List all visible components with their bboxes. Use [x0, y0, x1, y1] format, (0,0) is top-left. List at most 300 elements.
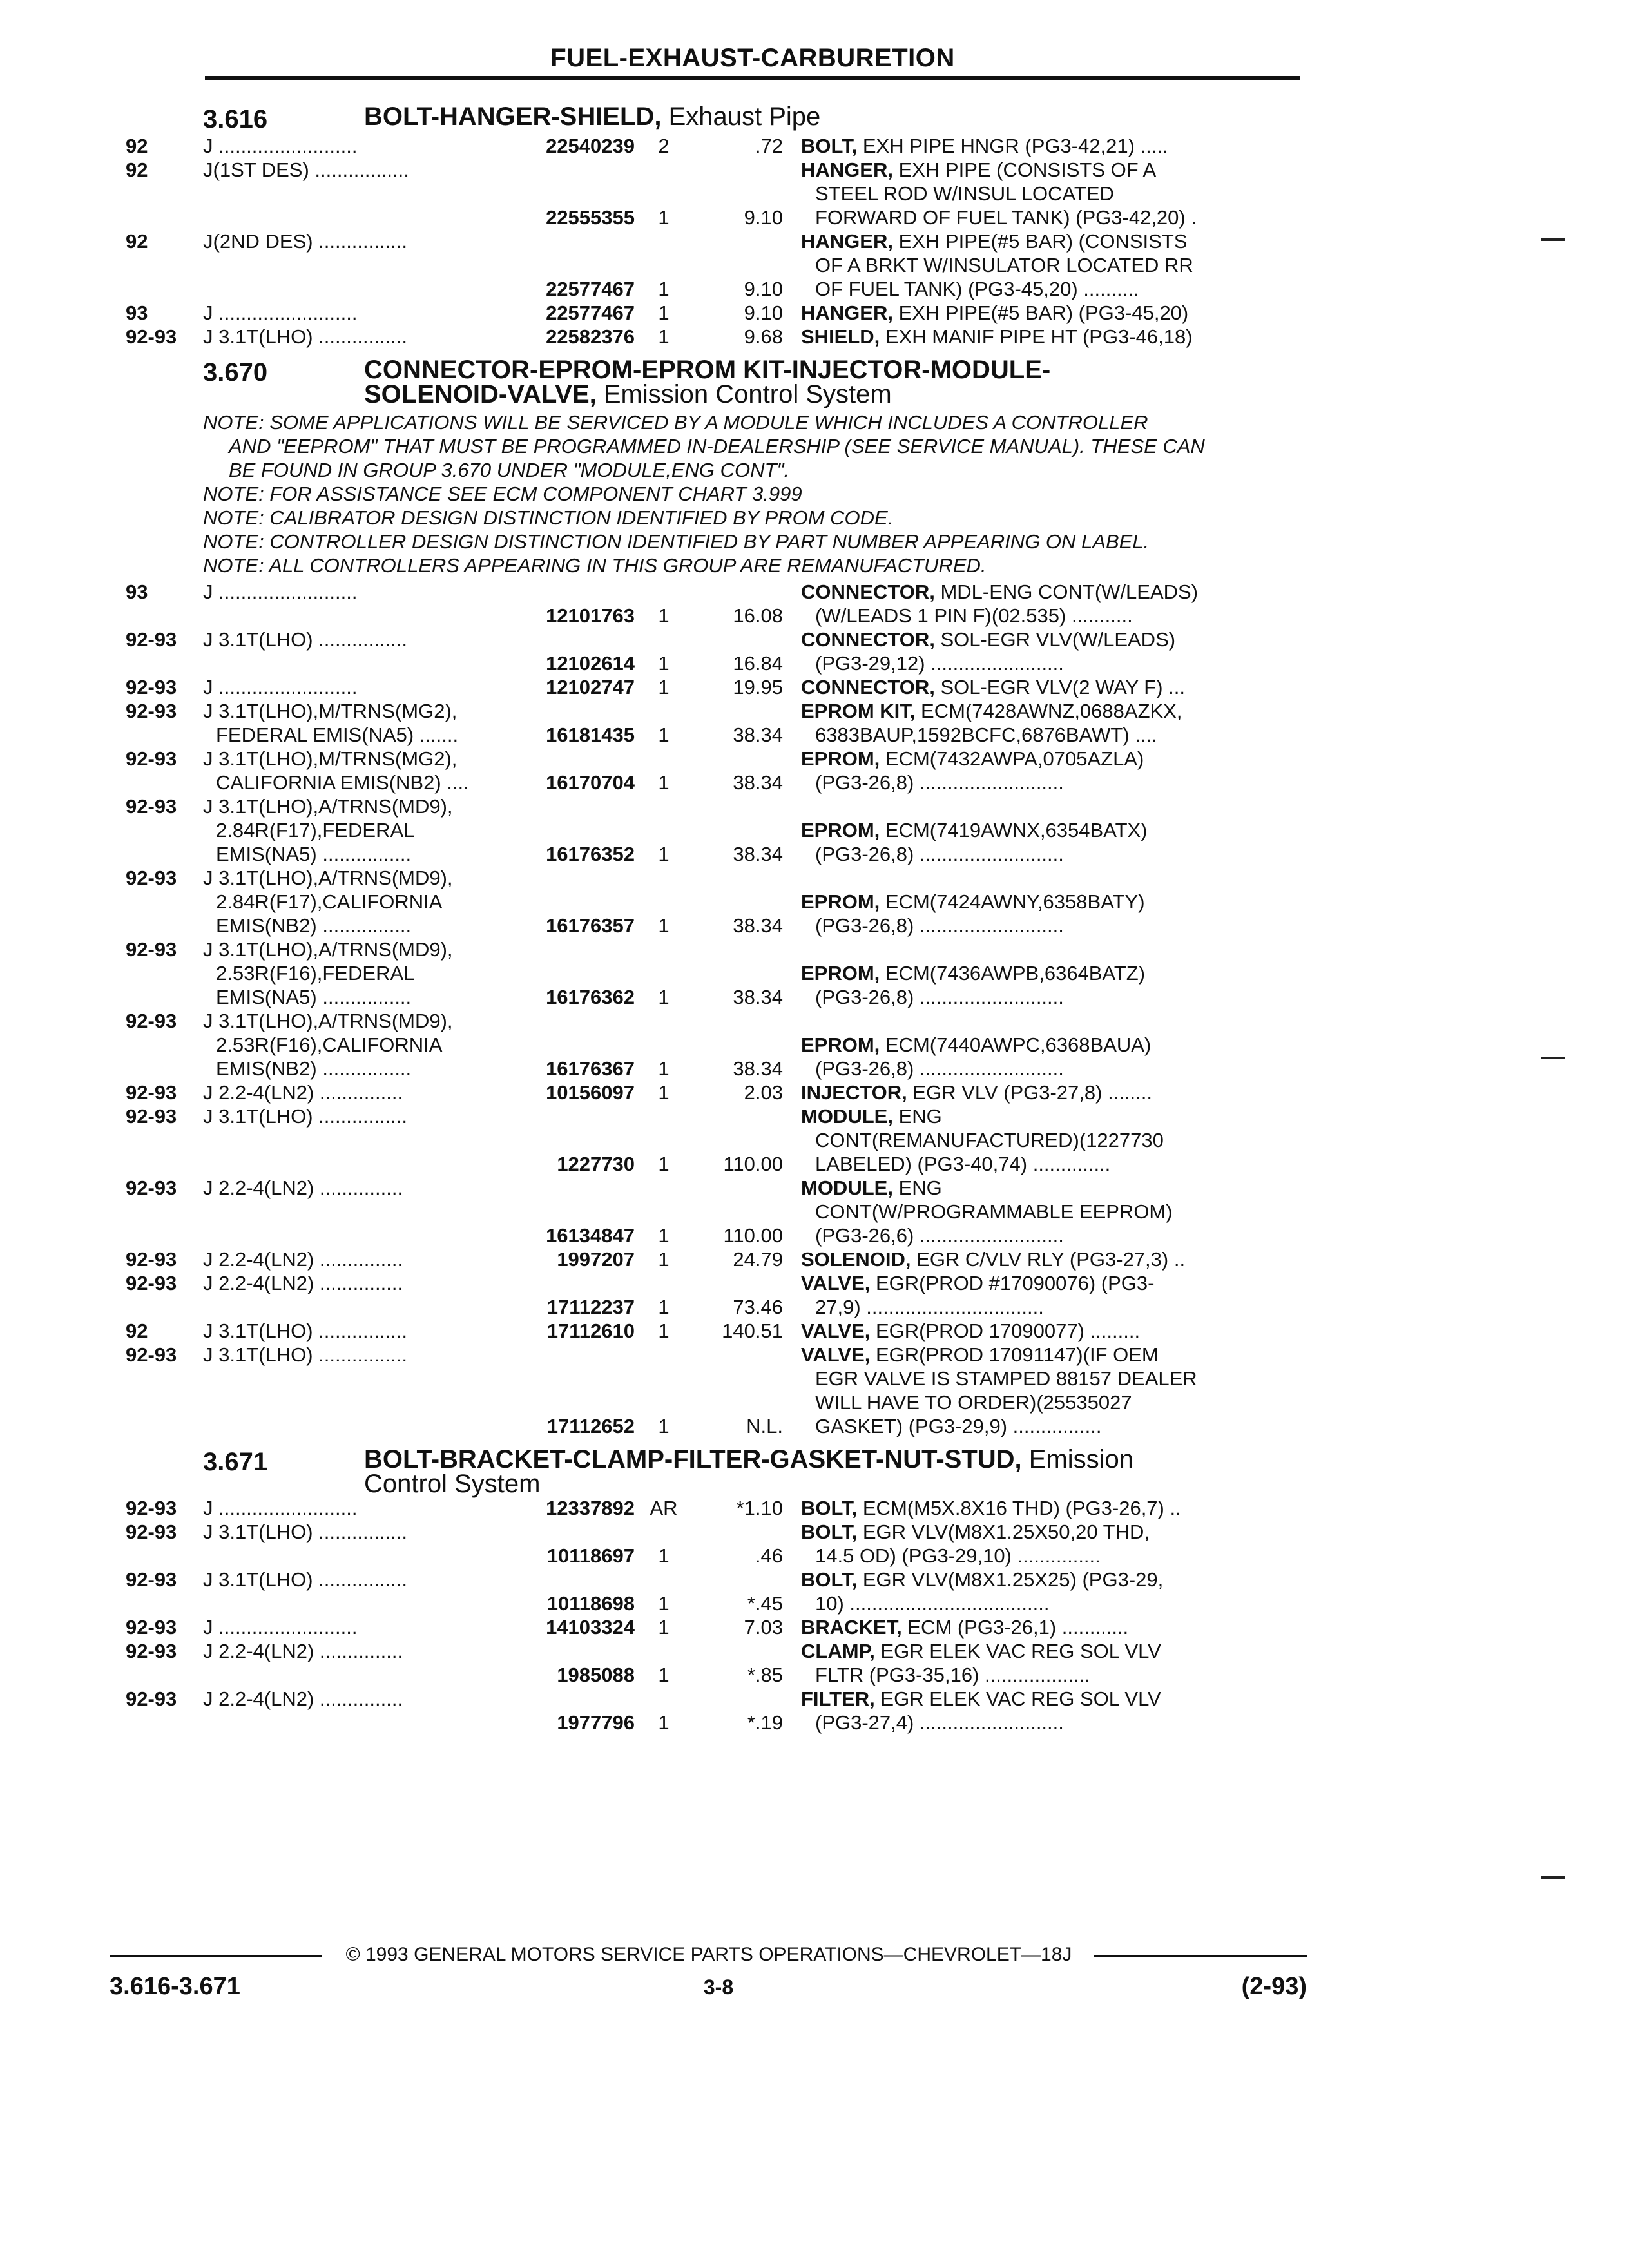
application-line: J ......................... [203, 581, 358, 603]
model-year: 92-93 [126, 1497, 177, 1519]
description-line: (PG3-29,12) ........................ [815, 652, 1064, 675]
application-line: J 3.1T(LHO),M/TRNS(MG2), [203, 700, 458, 722]
description-line [801, 158, 1305, 182]
part-number: 16170704 [546, 771, 635, 794]
description-line [801, 818, 1305, 842]
application [203, 229, 512, 301]
model-year: 92 [126, 159, 148, 181]
description-line: FLTR (PG3-35,16) ................... [815, 1664, 1090, 1686]
description-line [801, 1687, 1305, 1711]
description-text: EGR ELEK VAC REG SOL VLV [880, 1687, 1161, 1710]
part-row [126, 325, 1305, 349]
description-line [801, 580, 1305, 604]
description [801, 1520, 1305, 1568]
description-line: OF FUEL TANK) (PG3-45,20) .......... [815, 278, 1139, 300]
description-line: (PG3-26,6) .......................... [815, 1224, 1064, 1247]
price: 9.68 [744, 325, 783, 348]
part-number: 16176352 [546, 843, 635, 865]
application-line: J 3.1T(LHO) ................ [203, 325, 407, 348]
description [801, 818, 1305, 866]
description [801, 1271, 1305, 1319]
description-line: CONT(REMANUFACTURED)(1227730 [815, 1129, 1164, 1151]
part-number: 22577467 [546, 278, 635, 300]
section-title-line [364, 358, 1305, 382]
description [801, 699, 1305, 747]
application-line: J ......................... [203, 135, 358, 157]
part-row [126, 1687, 1305, 1735]
description-text: EGR(PROD 17091147)(IF OEM [876, 1343, 1159, 1366]
quantity: 1 [658, 1248, 670, 1271]
description-name: EPROM, [801, 890, 880, 913]
part-row [126, 1104, 1305, 1176]
description-line [801, 1271, 1305, 1295]
application-line: J 2.2-4(LN2) ............... [203, 1687, 403, 1710]
description-text: ECM(7436AWPB,6364BATZ) [885, 962, 1146, 985]
description-name: BOLT, [801, 1497, 858, 1519]
description-text: ENG [898, 1105, 942, 1128]
application [203, 794, 512, 866]
section-title-line [364, 1472, 1305, 1496]
quantity: 1 [658, 1711, 670, 1734]
description [801, 675, 1305, 699]
description-line [801, 1343, 1305, 1367]
application-line: J 3.1T(LHO),A/TRNS(MD9), [203, 795, 453, 818]
description-line: 27,9) ................................ [815, 1296, 1044, 1318]
quantity: 1 [658, 652, 670, 675]
part-number: 12337892 [546, 1497, 635, 1519]
description-line: OF A BRKT W/INSULATOR LOCATED RR [815, 254, 1193, 276]
description-line: GASKET) (PG3-29,9) ................ [815, 1415, 1102, 1437]
section-title-rest: Exhaust Pipe [661, 102, 821, 131]
description-line [801, 890, 1305, 914]
section-title-line [364, 382, 1305, 407]
description-line [801, 229, 1305, 253]
quantity: 1 [658, 676, 670, 698]
description-name: EPROM, [801, 1033, 880, 1056]
application-line: J 3.1T(LHO),M/TRNS(MG2), [203, 747, 458, 770]
part-number: 16176362 [546, 986, 635, 1008]
description-name: CLAMP, [801, 1640, 875, 1662]
part-row [126, 1639, 1305, 1687]
application-line: 2.53R(F16),FEDERAL [216, 962, 415, 985]
quantity: AR [650, 1497, 678, 1519]
description-line: (PG3-26,8) .......................... [815, 986, 1064, 1008]
description-name: CONNECTOR, [801, 628, 935, 651]
model-year: 92-93 [126, 1616, 177, 1639]
section-title-bold: SOLENOID-VALVE, [364, 380, 597, 408]
description-text: EGR ELEK VAC REG SOL VLV [880, 1640, 1161, 1662]
description-name: MODULE, [801, 1105, 893, 1128]
application [203, 747, 512, 794]
application-line: J 2.2-4(LN2) ............... [203, 1248, 403, 1271]
section-number: 3.616 [203, 105, 268, 133]
model-year: 92-93 [126, 628, 177, 651]
part-row [126, 134, 1305, 158]
part-row [126, 229, 1305, 301]
part-number: 1985088 [557, 1664, 635, 1686]
description-name: VALVE, [801, 1272, 871, 1294]
part-row [126, 1615, 1305, 1639]
quantity: 1 [658, 986, 670, 1008]
application [203, 1496, 512, 1520]
description-name: EPROM KIT, [801, 700, 916, 722]
description-name: HANGER, [801, 302, 893, 324]
model-year: 92-93 [126, 938, 177, 961]
part-number: 12101763 [546, 604, 635, 627]
description-line: EGR VALVE IS STAMPED 88157 DEALER [815, 1367, 1197, 1390]
part-row [126, 1520, 1305, 1568]
description-line [801, 1568, 1305, 1591]
model-year: 92-93 [126, 676, 177, 698]
header-rule [205, 76, 1300, 80]
model-year: 93 [126, 302, 148, 324]
part-row [126, 580, 1305, 628]
description-name: BOLT, [801, 1521, 858, 1543]
part-row [126, 747, 1305, 794]
description-line: FORWARD OF FUEL TANK) (PG3-42,20) . [815, 206, 1197, 229]
quantity: 1 [658, 1296, 670, 1318]
price: 9.10 [744, 302, 783, 324]
model-year: 92-93 [126, 795, 177, 818]
description [801, 1081, 1305, 1104]
application-line: J ......................... [203, 1497, 358, 1519]
part-number: 12102614 [546, 652, 635, 675]
part-number: 22555355 [546, 206, 635, 229]
description-line [801, 134, 1305, 158]
description [801, 1568, 1305, 1615]
application-line: J 2.2-4(LN2) ............... [203, 1272, 403, 1294]
application [203, 1687, 512, 1735]
description [801, 961, 1305, 1009]
description-text: ECM (PG3-26,1) ............ [907, 1616, 1129, 1639]
application [203, 325, 512, 349]
part-number: 22577467 [546, 302, 635, 324]
description-name: VALVE, [801, 1320, 871, 1342]
application-line: J 3.1T(LHO) ................ [203, 1105, 407, 1128]
application [203, 134, 512, 158]
description-line [801, 747, 1305, 771]
description [801, 747, 1305, 794]
quantity: 1 [658, 1664, 670, 1686]
quantity: 1 [658, 914, 670, 937]
section-title [364, 104, 1305, 134]
section-title-rest: Emission [1021, 1445, 1134, 1474]
part-number: 22540239 [546, 135, 635, 157]
section-number: 3.671 [203, 1448, 268, 1476]
price: 73.46 [733, 1296, 783, 1318]
description-name: SHIELD, [801, 325, 880, 348]
quantity: 1 [658, 604, 670, 627]
description-line [801, 301, 1305, 325]
description [801, 1033, 1305, 1081]
part-row [126, 1319, 1305, 1343]
description-text: EGR VLV(M8X1.25X50,20 THD, [862, 1521, 1150, 1543]
description-line [801, 1319, 1305, 1343]
price: 9.10 [744, 206, 783, 229]
part-row [126, 1081, 1305, 1104]
model-year: 92-93 [126, 747, 177, 770]
description [801, 1687, 1305, 1735]
description-line [801, 961, 1305, 985]
description [801, 1176, 1305, 1247]
section-title [364, 358, 1305, 407]
description-line [801, 1176, 1305, 1200]
price: N.L. [746, 1415, 783, 1437]
model-year: 92-93 [126, 1248, 177, 1271]
description-line [801, 1615, 1305, 1639]
note-line: AND "EEPROM" THAT MUST BE PROGRAMMED IN-DEALERSHIP (SEE SERVICE MANUAL). THESE CAN [229, 435, 1205, 457]
quantity: 1 [658, 278, 670, 300]
description-text: ECM(7440AWPC,6368BAUA) [885, 1033, 1152, 1056]
price: 16.08 [733, 604, 783, 627]
note-line: NOTE: CALIBRATOR DESIGN DISTINCTION IDENTIFIED BY PROM CODE. [203, 506, 894, 529]
section-title-rest: Emission Control System [596, 380, 892, 408]
part-number: 10118698 [546, 1592, 635, 1615]
quantity: 1 [658, 724, 670, 746]
application-line: CALIFORNIA EMIS(NB2) .... [216, 771, 469, 794]
price: .72 [755, 135, 783, 157]
description [801, 580, 1305, 628]
part-row [126, 628, 1305, 675]
model-year: 92-93 [126, 1272, 177, 1294]
part-row [126, 1343, 1305, 1438]
description-name: INJECTOR, [801, 1081, 907, 1104]
footer-section-range: 3.616-3.671 [110, 1973, 240, 2000]
description-line [801, 1081, 1305, 1104]
part-row [126, 1009, 1305, 1081]
parts-catalog-content [126, 95, 1305, 1735]
description-text: ECM(7419AWNX,6354BATX) [885, 819, 1148, 841]
part-row [126, 1176, 1305, 1247]
part-number: 10156097 [546, 1081, 635, 1104]
description-line [801, 1520, 1305, 1544]
description-line [801, 628, 1305, 651]
quantity: 1 [658, 1081, 670, 1104]
application-line: J 2.2-4(LN2) ............... [203, 1177, 403, 1199]
part-row [126, 1247, 1305, 1271]
application-line: 2.53R(F16),CALIFORNIA [216, 1033, 443, 1056]
part-number: 17112610 [546, 1320, 635, 1342]
part-number: 17112652 [546, 1415, 635, 1437]
part-number: 16176367 [546, 1057, 635, 1080]
part-number: 1977796 [557, 1711, 635, 1734]
price: 19.95 [733, 676, 783, 698]
description [801, 325, 1305, 349]
section-notes [126, 410, 1305, 577]
footer-copyright: © 1993 GENERAL MOTORS SERVICE PARTS OPERATIONS—CHEVROLET—18J [345, 1944, 1072, 1965]
application-line: EMIS(NA5) ................ [216, 986, 412, 1008]
section-header [126, 1447, 1305, 1496]
application [203, 1568, 512, 1615]
price: *.45 [747, 1592, 783, 1615]
description-name: FILTER, [801, 1687, 875, 1710]
application [203, 1176, 512, 1247]
application-line: EMIS(NB2) ................ [216, 1057, 412, 1080]
description-text: ENG [898, 1177, 942, 1199]
margin-mark [1541, 238, 1565, 241]
quantity: 1 [658, 206, 670, 229]
description-text: ECM(7428AWNZ,0688AZKX, [921, 700, 1182, 722]
application [203, 675, 512, 699]
description-line: (PG3-26,8) .......................... [815, 771, 1064, 794]
application [203, 1081, 512, 1104]
description-text: EGR(PROD 17090077) ......... [876, 1320, 1141, 1342]
footer-date: (2-93) [1241, 1973, 1307, 2000]
description-name: CONNECTOR, [801, 581, 935, 603]
price: .46 [755, 1544, 783, 1567]
application-line: EMIS(NA5) ................ [216, 843, 412, 865]
application-line: J 3.1T(LHO),A/TRNS(MD9), [203, 1010, 453, 1032]
description-line: WILL HAVE TO ORDER)(25535027 [815, 1391, 1132, 1414]
quantity: 1 [658, 843, 670, 865]
application-line: J 2.2-4(LN2) ............... [203, 1081, 403, 1104]
application [203, 699, 512, 747]
application [203, 158, 512, 229]
description-text: EGR VLV(M8X1.25X25) (PG3-29, [862, 1568, 1164, 1591]
description-line: CONT(W/PROGRAMMABLE EEPROM) [815, 1200, 1173, 1223]
price: 2.03 [744, 1081, 783, 1104]
model-year: 92-93 [126, 1343, 177, 1366]
model-year: 92 [126, 230, 148, 253]
application [203, 1343, 512, 1438]
section-header [126, 104, 1305, 134]
application-line: J 3.1T(LHO),A/TRNS(MD9), [203, 938, 453, 961]
description [801, 301, 1305, 325]
price: 38.34 [733, 771, 783, 794]
footer-rule-left [110, 1955, 322, 1957]
quantity: 1 [658, 302, 670, 324]
application-line: J ......................... [203, 302, 358, 324]
description-name: BOLT, [801, 135, 858, 157]
part-number: 1227730 [557, 1153, 635, 1175]
application-line: J 3.1T(LHO) ................ [203, 1343, 407, 1366]
description-line: STEEL ROD W/INSUL LOCATED [815, 182, 1114, 205]
description [801, 1639, 1305, 1687]
description-line: LABELED) (PG3-40,74) .............. [815, 1153, 1111, 1175]
part-row [126, 1271, 1305, 1319]
application-line: J 3.1T(LHO) ................ [203, 1568, 407, 1591]
price: *1.10 [736, 1497, 783, 1519]
description-name: HANGER, [801, 230, 893, 253]
application [203, 628, 512, 675]
description-text: MDL-ENG CONT(W/LEADS) [940, 581, 1199, 603]
model-year: 92-93 [126, 1521, 177, 1543]
part-number: 14103324 [546, 1616, 635, 1639]
description-line [801, 1639, 1305, 1663]
description-name: BRACKET, [801, 1616, 902, 1639]
description-line: 6383BAUP,1592BCFC,6876BAWT) .... [815, 724, 1157, 746]
note-line: NOTE: ALL CONTROLLERS APPEARING IN THIS GROUP ARE REMANUFACTURED. [203, 554, 987, 577]
description-text: EXH PIPE (CONSISTS OF A [898, 159, 1157, 181]
price: 38.34 [733, 914, 783, 937]
description [801, 890, 1305, 937]
price: 110.00 [723, 1224, 783, 1247]
description-text: EGR VLV (PG3-27,8) ........ [912, 1081, 1152, 1104]
model-year: 92-93 [126, 1640, 177, 1662]
application-line: 2.84R(F17),FEDERAL [216, 819, 415, 841]
description-line: (PG3-26,8) .......................... [815, 1057, 1064, 1080]
price: 110.00 [723, 1153, 783, 1175]
description-text: ECM(M5X.8X16 THD) (PG3-26,7) .. [862, 1497, 1181, 1519]
part-row [126, 158, 1305, 229]
application-line: FEDERAL EMIS(NA5) ....... [216, 724, 459, 746]
part-number: 16181435 [546, 724, 635, 746]
application [203, 1615, 512, 1639]
model-year: 92-93 [126, 1105, 177, 1128]
part-number: 1997207 [557, 1248, 635, 1271]
price: 140.51 [722, 1320, 783, 1342]
price: 16.84 [733, 652, 783, 675]
application-line: J 3.1T(LHO),A/TRNS(MD9), [203, 867, 453, 889]
description-text: SOL-EGR VLV(W/LEADS) [940, 628, 1176, 651]
model-year: 93 [126, 581, 148, 603]
part-row [126, 1496, 1305, 1520]
part-row [126, 675, 1305, 699]
description-line [801, 1033, 1305, 1057]
description-line: (PG3-26,8) .......................... [815, 843, 1064, 865]
part-row [126, 1568, 1305, 1615]
description [801, 1496, 1305, 1520]
description-text: SOL-EGR VLV(2 WAY F) ... [940, 676, 1185, 698]
quantity: 1 [658, 1153, 670, 1175]
description-text: EXH PIPE(#5 BAR) (CONSISTS [898, 230, 1188, 253]
part-row [126, 937, 1305, 1009]
model-year: 92-93 [126, 867, 177, 889]
application-line: J(2ND DES) ................ [203, 230, 407, 253]
quantity: 1 [658, 771, 670, 794]
application [203, 937, 512, 1009]
model-year: 92-93 [126, 1687, 177, 1710]
application-line: J 3.1T(LHO) ................ [203, 1320, 407, 1342]
application-line: J 3.1T(LHO) ................ [203, 628, 407, 651]
description-name: MODULE, [801, 1177, 893, 1199]
price: 38.34 [733, 986, 783, 1008]
description [801, 1615, 1305, 1639]
price: *.85 [747, 1664, 783, 1686]
description-text: EXH PIPE HNGR (PG3-42,21) ..... [862, 135, 1168, 157]
model-year: 92 [126, 135, 148, 157]
quantity: 1 [658, 1592, 670, 1615]
description [801, 1247, 1305, 1271]
description-line [801, 325, 1305, 349]
model-year: 92-93 [126, 325, 177, 348]
description [801, 134, 1305, 158]
description-line: 10) .................................... [815, 1592, 1050, 1615]
quantity: 1 [658, 1320, 670, 1342]
price: 24.79 [733, 1248, 783, 1271]
part-number: 22582376 [546, 325, 635, 348]
model-year: 92-93 [126, 1010, 177, 1032]
section-title [364, 1447, 1305, 1496]
application-line: J ......................... [203, 676, 358, 698]
application-line: J 2.2-4(LN2) ............... [203, 1640, 403, 1662]
note-line: NOTE: SOME APPLICATIONS WILL BE SERVICED BY A MODULE WHICH INCLUDES A CONTROLLER [203, 411, 1148, 434]
application-line: 2.84R(F17),CALIFORNIA [216, 890, 443, 913]
section-header [126, 358, 1305, 407]
application [203, 1104, 512, 1176]
margin-mark [1541, 1876, 1565, 1879]
quantity: 1 [658, 1616, 670, 1639]
quantity: 1 [658, 1415, 670, 1437]
description-line: (W/LEADS 1 PIN F)(02.535) ........... [815, 604, 1133, 627]
application [203, 1319, 512, 1343]
description-name: SOLENOID, [801, 1248, 911, 1271]
description-line: 14.5 OD) (PG3-29,10) ............... [815, 1544, 1101, 1567]
part-row [126, 699, 1305, 747]
model-year: 92-93 [126, 1177, 177, 1199]
price: *.19 [747, 1711, 783, 1734]
price: 9.10 [744, 278, 783, 300]
